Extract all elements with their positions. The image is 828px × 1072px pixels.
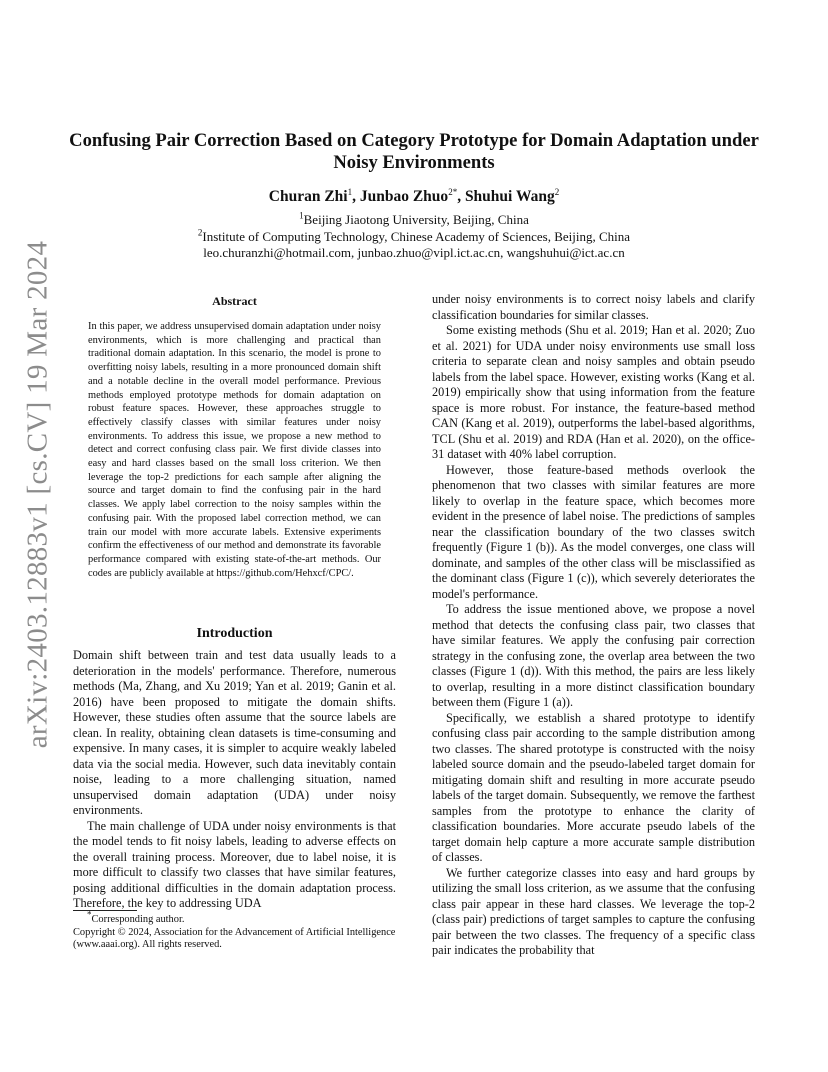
affiliations <box>60 212 768 262</box>
author-affiliation-marker: 2 <box>554 186 560 197</box>
footnote-corresponding <box>73 909 396 927</box>
author-separator: , <box>352 188 360 205</box>
paragraph: However, those feature-based methods overlook the phenomenon that two classes with similar features are more likely to overlap in the feature space, which becomes more evident in the presence of label noise. The predictions of samples near the classification boundary of the two classes switch frequently (Figure 1 (b)). As the model converges, one class will dominate, and samples of the other class will be misclassified as the dominant class (Figure 1 (c)), which severely deteriorates the model's performance. <box>432 462 755 601</box>
author-list <box>60 188 768 206</box>
paragraph: We further categorize classes into easy and hard groups by utilizing the small loss criterion, as we assume that the confusing class pair appear in these hard classes. We leverage the top-2 (class pair) predictions of target samples to capture the confusing pair between the two classes. The frequency of a specific class pair indicates the probability that <box>432 865 755 957</box>
paragraph: The main challenge of UDA under noisy environments is that the model tends to fit noisy labels, leading to adverse effects on the overall training process. Moreover, due to label noise, it is more difficult to classify two classes that have similar features, posing additional difficulties in the domain adaptation process. Therefore, the key to addressing UDA <box>73 818 396 910</box>
introduction-body <box>73 648 396 912</box>
paragraph: under noisy environments is to correct noisy labels and clarify classification boundaries for similar classes. <box>432 292 755 322</box>
footnote-divider <box>73 910 137 911</box>
footnote-corresponding-text: Corresponding author. <box>91 914 185 925</box>
right-column-body <box>432 292 755 959</box>
affiliation-text: Beijing Jiaotong University, Beijing, China <box>303 212 529 227</box>
paragraph: Domain shift between train and test data usually leads to a deterioration in the models' performance. Therefore, numerous methods (Ma, Zhang, and Xu 2019; Yan et al. 2019; Ganin et al. 2016) have been proposed to mitigate the domain shifts. However, these studies often assume that the source labels are clean. In reality, obtaining clean datasets is time-consuming and expensive. In many cases, it is simpler to acquire weakly labeled data via the social media. However, such data inevitably contain noise, leading to a more challenging situation, named unsupervised domain adaptation (UDA) under noisy environments. <box>73 648 396 817</box>
affiliation-text: Institute of Computing Technology, Chinese Academy of Sciences, Beijing, China <box>202 228 631 244</box>
abstract-body: In this paper, we address unsupervised domain adaptation under noisy environments, which is more challenging and practical than traditional domain adaptation. In this scenario, the model is prone to overfitting noisy labels, resulting in a more pronounced domain shift and a notable decline in the overall model performance. Previous methods employed prototype methods for domain adaptation on robust feature spaces. However, these approaches struggle to effectively classify classes with similar features under noisy environments. To address this issue, we propose a new method to detect and correct confusing class pair. We first divide classes into easy and hard classes based on the small loss criterion. We then leverage the top-2 predictions for each sample after aligning the source and target domain to find the confusing pair in the hard classes. We apply label correction to the noisy samples within the confusing pair. With the proposed label correction method, we can train our model with more accurate labels. Extensive experiments confirm the effectiveness of our method and demonstrate its favorable performance compared with existing state-of-the-art methods. Our codes are publicly available at https://github.com/Hehxcf/CPC/. <box>88 321 381 579</box>
paragraph: Some existing methods (Shu et al. 2019; Han et al. 2020; Zuo et al. 2021) for UDA under noisy environments use small loss criteria to separate clean and noisy samples and obtain pseudo labels from the label space. However, existing works (Kang et al. 2019) empirically show that using information from the feature space is more robust. For instance, the feature-based method CAN (Kang et al. 2019), outperforms the label-based algorithms, TCL (Shu et al. 2019) and RDA (Han et al. 2020), on the office-31 dataset with 40% label corruption. <box>432 323 755 461</box>
affiliation-marker: 2 <box>197 227 203 238</box>
affiliation-marker: 1 <box>299 210 304 221</box>
arxiv-identifier-text: arXiv:2403.12883v1 [cs.CV] 19 Mar 2024 <box>21 240 54 748</box>
abstract-heading: Abstract <box>212 294 257 308</box>
footnote <box>73 909 396 952</box>
paragraph: Specifically, we establish a shared prototype to identify confusing class pair according to the sample distribution among two classes. The shared prototype is constructed with the noisy labeled source domain and the pseudo-labeled target domain for mitigating domain shift and resulting in more accurate pseudo labels of the target domain. Subsequently, we remove the farthest samples from the prototype to enhance the clarity of classification boundaries. More accurate pseudo labels of the target domain help capture a more accurate sample distribution of classes. <box>432 710 755 864</box>
author-separator: , <box>457 188 465 205</box>
footnote-copyright: Copyright © 2024, Association for the Advancement of Artificial Intelligence (www.aaai.org). All rights reserved. <box>73 926 396 950</box>
author-name: Churan Zhi <box>268 188 348 205</box>
paragraph: To address the issue mentioned above, we propose a novel method that detects the confusing class pair, two classes that have similar features. We apply the confusing pair correction strategy in the confusing zone, the overlap area between the two classes (Figure 1 (d)). With this method, the pairs are less likely to overlap, resulting in a more distinct classification boundary between them (Figure 1 (a)). <box>432 602 755 709</box>
introduction-heading: Introduction <box>196 626 273 641</box>
footnote-marker: * <box>87 909 92 920</box>
author-name: Shuhui Wang <box>464 188 555 205</box>
arxiv-identifier-stamp <box>18 240 58 748</box>
author-emails: leo.churanzhi@hotmail.com, junbao.zhuo@vipl.ict.ac.cn, wangshuhui@ict.ac.cn <box>203 245 625 260</box>
author-name: Junbao Zhuo <box>359 188 449 205</box>
affiliation-line <box>60 212 768 229</box>
paper-title: Confusing Pair Correction Based on Category Prototype for Domain Adaptation under Noisy Environments <box>69 130 759 173</box>
affiliation-line <box>60 229 768 246</box>
author-affiliation-marker: 1 <box>347 186 353 197</box>
author-affiliation-marker: 2* <box>448 186 458 197</box>
